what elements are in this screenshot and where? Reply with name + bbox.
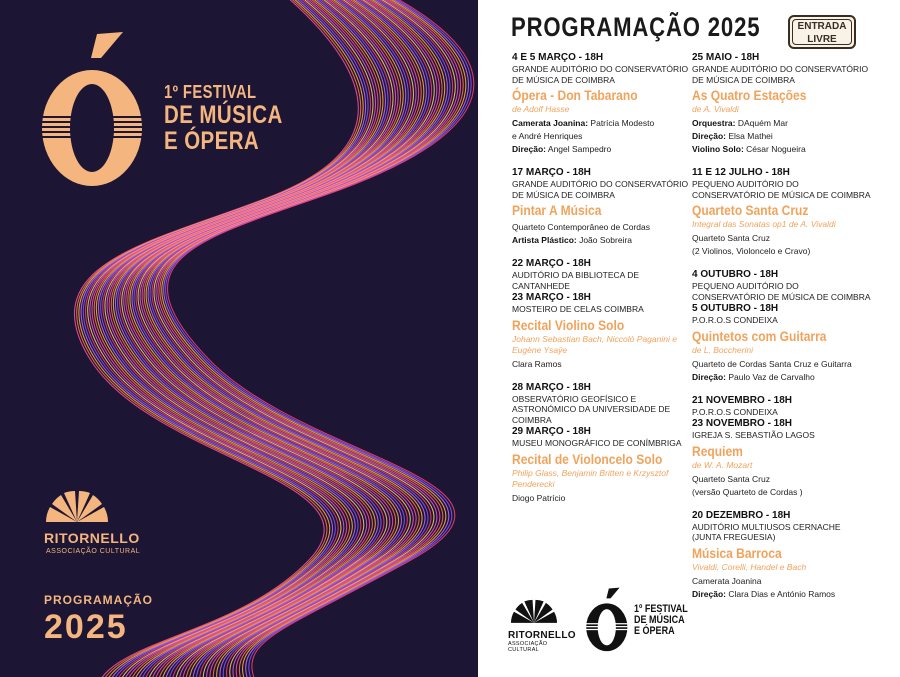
festival-o-logo	[35, 28, 150, 188]
event-date: 4 OUTUBRO - 18H	[692, 269, 779, 280]
event-composer: de W. A. Mozart	[692, 459, 753, 470]
performer-role: Orquestra:	[692, 118, 736, 128]
event-title: Pintar A Música	[512, 202, 602, 218]
event-venue-second: IGREJA S. SEBASTIÃO LAGOS	[692, 430, 815, 440]
programme-word: PROGRAMAÇÃO	[44, 593, 153, 607]
festival-line-3: E ÓPERA	[164, 127, 260, 155]
event-date-second: 29 MARÇO - 18H	[512, 426, 591, 437]
event-title: Recital de Violoncelo Solo	[512, 450, 663, 467]
event-performer-line	[692, 245, 872, 258]
event-performer-line	[692, 143, 872, 156]
event-venue-second: P.O.R.O.S CONDEIXA	[692, 315, 778, 325]
footer-ritornello-subtitle: ASSOCIAÇÃO CULTURAL	[508, 641, 548, 653]
event-composer: Integral das Sonatas op1 de A. Vivaldi	[692, 219, 836, 229]
event-block	[692, 268, 872, 384]
event-performer-line	[512, 117, 692, 130]
performer-role: Camerata Joanina:	[512, 118, 589, 128]
event-block	[692, 509, 872, 601]
event-date-second: 23 MARÇO - 18H	[512, 292, 591, 303]
event-composer: de L. Boccherini	[692, 344, 753, 355]
performer-role: Direção:	[692, 371, 727, 382]
footer-ritornello-name: RITORNELLO	[508, 630, 576, 641]
stamp-line-2: LIVRE	[807, 34, 837, 45]
event-date-second: 23 NOVEMBRO - 18H	[692, 418, 793, 429]
footer-festival-title	[634, 604, 688, 637]
performer-name: Quarteto de Cordas Santa Cruz e Guitarra	[692, 358, 852, 369]
performer-role: Direção:	[512, 144, 547, 154]
event-composer: de A. Vivaldi	[692, 104, 739, 114]
event-venue: AUDITÓRIO DA BIBLIOTECA DE CANTANHEDE	[512, 270, 640, 291]
event-performer-line	[512, 221, 692, 234]
performer-role: Direção:	[692, 131, 727, 141]
ritornello-subtitle: ASSOCIAÇÃO CULTURAL	[46, 548, 141, 555]
performer-name: (2 Violinos, Violoncelo e Cravo)	[692, 246, 811, 256]
event-performer-line	[512, 143, 692, 156]
performer-name: (versão Quarteto de Cordas )	[692, 486, 803, 497]
footer-ritornello-logo	[508, 597, 576, 653]
ritornello-fan-logo	[42, 488, 112, 524]
programme-title: PROGRAMAÇÃO 2025	[511, 12, 761, 42]
performer-role: Direção:	[692, 588, 727, 599]
performer-name: Patrícia Modesto	[588, 118, 655, 128]
event-title: Ópera - Don Tabarano	[512, 87, 638, 103]
event-performer-line	[692, 358, 872, 371]
event-composer: Philip Glass, Benjamin Britten e Krzysztof Penderecki	[512, 467, 669, 489]
performer-role: Artista Plástico:	[512, 235, 577, 245]
event-performer-line	[692, 473, 872, 486]
programme-column-left	[512, 51, 692, 515]
performer-name: Diogo Patrício	[512, 492, 566, 503]
performer-name: João Sobreira	[576, 235, 633, 245]
event-block	[512, 51, 692, 156]
event-venue: PEQUENO AUDITÓRIO DO CONSERVATÓRIO DE MÚSICA DE COIMBRA	[692, 281, 871, 302]
event-performer-line	[692, 232, 872, 245]
event-block	[512, 381, 692, 505]
performer-name: DAquém Mar	[735, 118, 788, 128]
performer-name: Clara Ramos	[512, 358, 562, 369]
event-title: Música Barroca	[692, 544, 782, 561]
event-date: 20 DEZEMBRO - 18H	[692, 509, 791, 521]
event-venue-second: MUSEU MONOGRÁFICO DE CONÍMBRIGA	[512, 438, 682, 448]
performer-role: Violino Solo:	[692, 144, 744, 154]
event-venue-second: MOSTEIRO DE CELAS COIMBRA	[512, 304, 644, 314]
event-composer: Johann Sebastian Bach, Niccoló Paganini e Eugène Ysaÿe	[512, 333, 677, 355]
event-block	[512, 257, 692, 371]
performer-name: Paulo Vaz de Carvalho	[726, 371, 815, 382]
event-performer-line	[692, 575, 872, 588]
event-date-second: 5 OUTUBRO - 18H	[692, 303, 779, 314]
event-venue: OBSERVATÓRIO GEOFÍSICO E ASTRONÓMICO DA UNIVERSIDADE DE COIMBRA	[512, 393, 671, 425]
event-venue: PEQUENO AUDITÓRIO DO CONSERVATÓRIO DE MÚSICA DE COIMBRA	[692, 179, 871, 200]
event-title: Quintetos com Guitarra	[692, 327, 827, 344]
event-performer-line	[512, 130, 692, 143]
event-performer-line	[512, 234, 692, 247]
performer-name: Quarteto Santa Cruz	[692, 473, 770, 484]
event-performer-line	[512, 492, 692, 505]
event-date: 21 NOVEMBRO - 18H	[692, 394, 793, 406]
event-performer-line	[692, 486, 872, 499]
performer-name: Camerata Joanina	[692, 575, 762, 586]
event-venue: GRANDE AUDITÓRIO DO CONSERVATÓRIO DE MÚSICA DE COIMBRA	[692, 64, 869, 85]
event-venue: GRANDE AUDITÓRIO DO CONSERVATÓRIO DE MÚSICA DE COIMBRA	[512, 179, 689, 200]
event-composer: Vivaldi, Corelli, Handel e Bach	[692, 561, 807, 572]
event-title: Requiem	[692, 442, 743, 459]
event-block	[692, 166, 872, 258]
event-performer-line	[692, 371, 872, 384]
event-block	[512, 166, 692, 247]
event-composer: de Adolf Hasse	[512, 104, 570, 114]
event-date: 4 E 5 MARÇO - 18H	[512, 52, 604, 63]
programme-panel	[478, 0, 900, 677]
festival-line-2: DE MÚSICA	[164, 101, 283, 129]
event-title: Recital Violino Solo	[512, 316, 625, 333]
ritornello-name: RITORNELLO	[44, 530, 140, 546]
event-performer-line	[692, 130, 872, 143]
event-date: 17 MARÇO - 18H	[512, 167, 591, 178]
performer-name: e André Henriques	[512, 131, 583, 141]
event-title: Quarteto Santa Cruz	[692, 202, 809, 218]
programme-year: 2025	[44, 608, 128, 646]
event-date: 11 E 12 JULHO - 18H	[692, 167, 790, 178]
footer-fan-icon	[508, 597, 560, 625]
event-venue: AUDITÓRIO MULTIUSOS CERNACHE (JUNTA FREGUESIA)	[692, 521, 841, 542]
footer-festival-line-2: DE MÚSICA	[634, 614, 685, 626]
performer-name: Quarteto Contemporâneo de Cordas	[512, 222, 650, 232]
festival-title	[164, 82, 283, 154]
event-date: 22 MARÇO - 18H	[512, 258, 591, 269]
performer-name: Clara Dias e António Ramos	[726, 588, 836, 599]
event-venue: P.O.R.O.S CONDEIXA	[692, 406, 778, 417]
event-performer-line	[692, 117, 872, 130]
stamp-line-1: ENTRADA	[797, 21, 847, 32]
event-performer-line	[692, 588, 872, 601]
event-date: 25 MAIO - 18H	[692, 52, 760, 63]
performer-name: Angel Sampedro	[546, 144, 612, 154]
event-venue: GRANDE AUDITÓRIO DO CONSERVATÓRIO DE MÚSICA DE COIMBRA	[512, 64, 689, 85]
event-block	[692, 51, 872, 156]
event-date: 28 MARÇO - 18H	[512, 381, 591, 393]
performer-name: Elsa Mathei	[726, 131, 773, 141]
footer-festival-line-3: E ÓPERA	[634, 625, 675, 637]
event-performer-line	[512, 358, 692, 371]
free-entry-stamp	[788, 15, 856, 49]
festival-line-1: 1º FESTIVAL	[164, 82, 257, 102]
event-block	[692, 394, 872, 499]
footer-festival-line-1: 1º FESTIVAL	[634, 603, 688, 615]
performer-name: César Nogueira	[743, 144, 806, 154]
footer-o-logo	[582, 586, 632, 652]
event-title: As Quatro Estações	[692, 87, 807, 103]
performer-name: Quarteto Santa Cruz	[692, 233, 770, 243]
programme-column-right	[692, 51, 872, 611]
